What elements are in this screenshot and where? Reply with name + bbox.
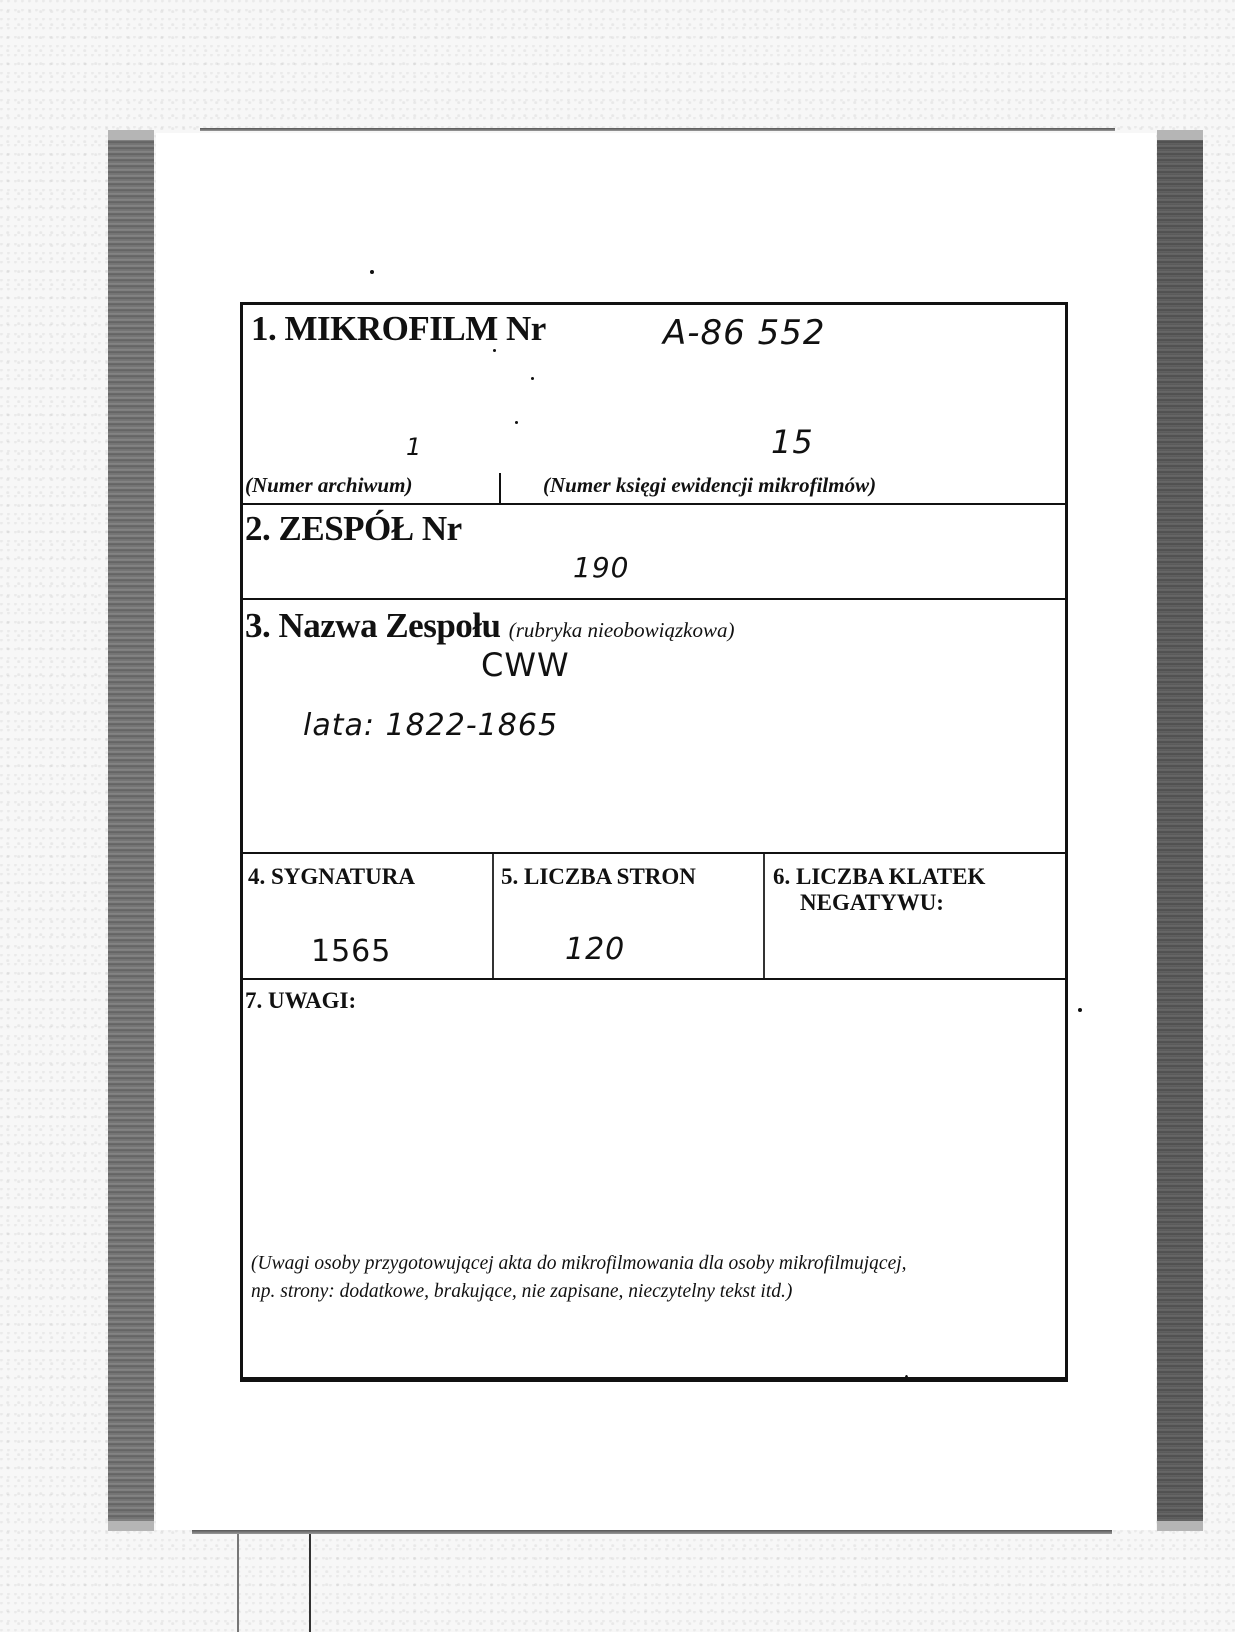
section-microfilm-number bbox=[243, 305, 1065, 505]
section-fonds-name bbox=[243, 600, 1065, 854]
fonds-number-value: 190 bbox=[573, 551, 630, 584]
remarks-label: 7. UWAGI: bbox=[245, 988, 357, 1013]
fonds-name-label bbox=[245, 606, 734, 646]
section-remarks bbox=[243, 980, 1065, 1377]
negative-frames-label bbox=[773, 864, 985, 916]
section-details bbox=[243, 854, 1065, 980]
microfilm-number-value: A-86 552 bbox=[663, 313, 826, 353]
page-count-label: 5. LICZBA STRON bbox=[501, 864, 696, 889]
film-edge-bottom bbox=[192, 1530, 1112, 1534]
section-fonds-number bbox=[243, 505, 1065, 600]
scan-speck bbox=[905, 1375, 908, 1380]
negative-frames-label-line1: 6. LICZBA KLATEK bbox=[773, 864, 986, 889]
negative-frames-label-line2: NEGATYWU: bbox=[800, 890, 944, 915]
column-divider bbox=[492, 854, 494, 978]
remarks-instructions-line2: np. strony: dodatkowe, brakujące, nie zapisane, nieczytelny tekst itd.) bbox=[251, 1281, 793, 1302]
microfilm-label: 1. MIKROFILM Nr bbox=[251, 309, 546, 348]
scan-speck bbox=[515, 421, 518, 424]
page-count-value: 120 bbox=[565, 932, 626, 967]
remarks-instructions bbox=[251, 1250, 907, 1306]
ledger-number-value: 15 bbox=[771, 423, 814, 461]
archive-number-value: 1 bbox=[406, 433, 423, 461]
fonds-number-label: 2. ZESPÓŁ Nr bbox=[245, 509, 462, 548]
ledger-number-caption: (Numer księgi ewidencji mikrofilmów) bbox=[543, 473, 877, 497]
film-edge-top bbox=[200, 128, 1115, 131]
optional-field-note: (rubryka nieobowiązkowa) bbox=[508, 618, 735, 642]
fonds-name-label-text: 3. Nazwa Zespołu bbox=[245, 606, 501, 645]
film-strip-right bbox=[1157, 138, 1203, 1523]
scan-speck bbox=[370, 270, 374, 274]
column-divider bbox=[763, 854, 765, 978]
microfilm-form bbox=[240, 302, 1068, 1382]
caption-separator bbox=[499, 473, 501, 503]
fonds-name-value: CWW bbox=[481, 646, 570, 684]
scan-speck bbox=[1078, 1008, 1082, 1012]
scan-speck bbox=[531, 377, 534, 380]
fonds-years-value: lata: 1822-1865 bbox=[303, 708, 559, 743]
scan-speck bbox=[493, 349, 496, 352]
signature-label: 4. SYGNATURA bbox=[248, 864, 415, 889]
archive-number-caption: (Numer archiwum) bbox=[245, 473, 413, 497]
film-strip-left bbox=[108, 138, 154, 1523]
remarks-instructions-line1: (Uwagi osoby przygotowującej akta do mikrofilmowania dla osoby mikrofilmującej, bbox=[251, 1253, 907, 1274]
scan-artifact-line bbox=[309, 1534, 311, 1632]
signature-value: 1565 bbox=[311, 934, 392, 969]
scan-artifact-line bbox=[237, 1534, 239, 1632]
